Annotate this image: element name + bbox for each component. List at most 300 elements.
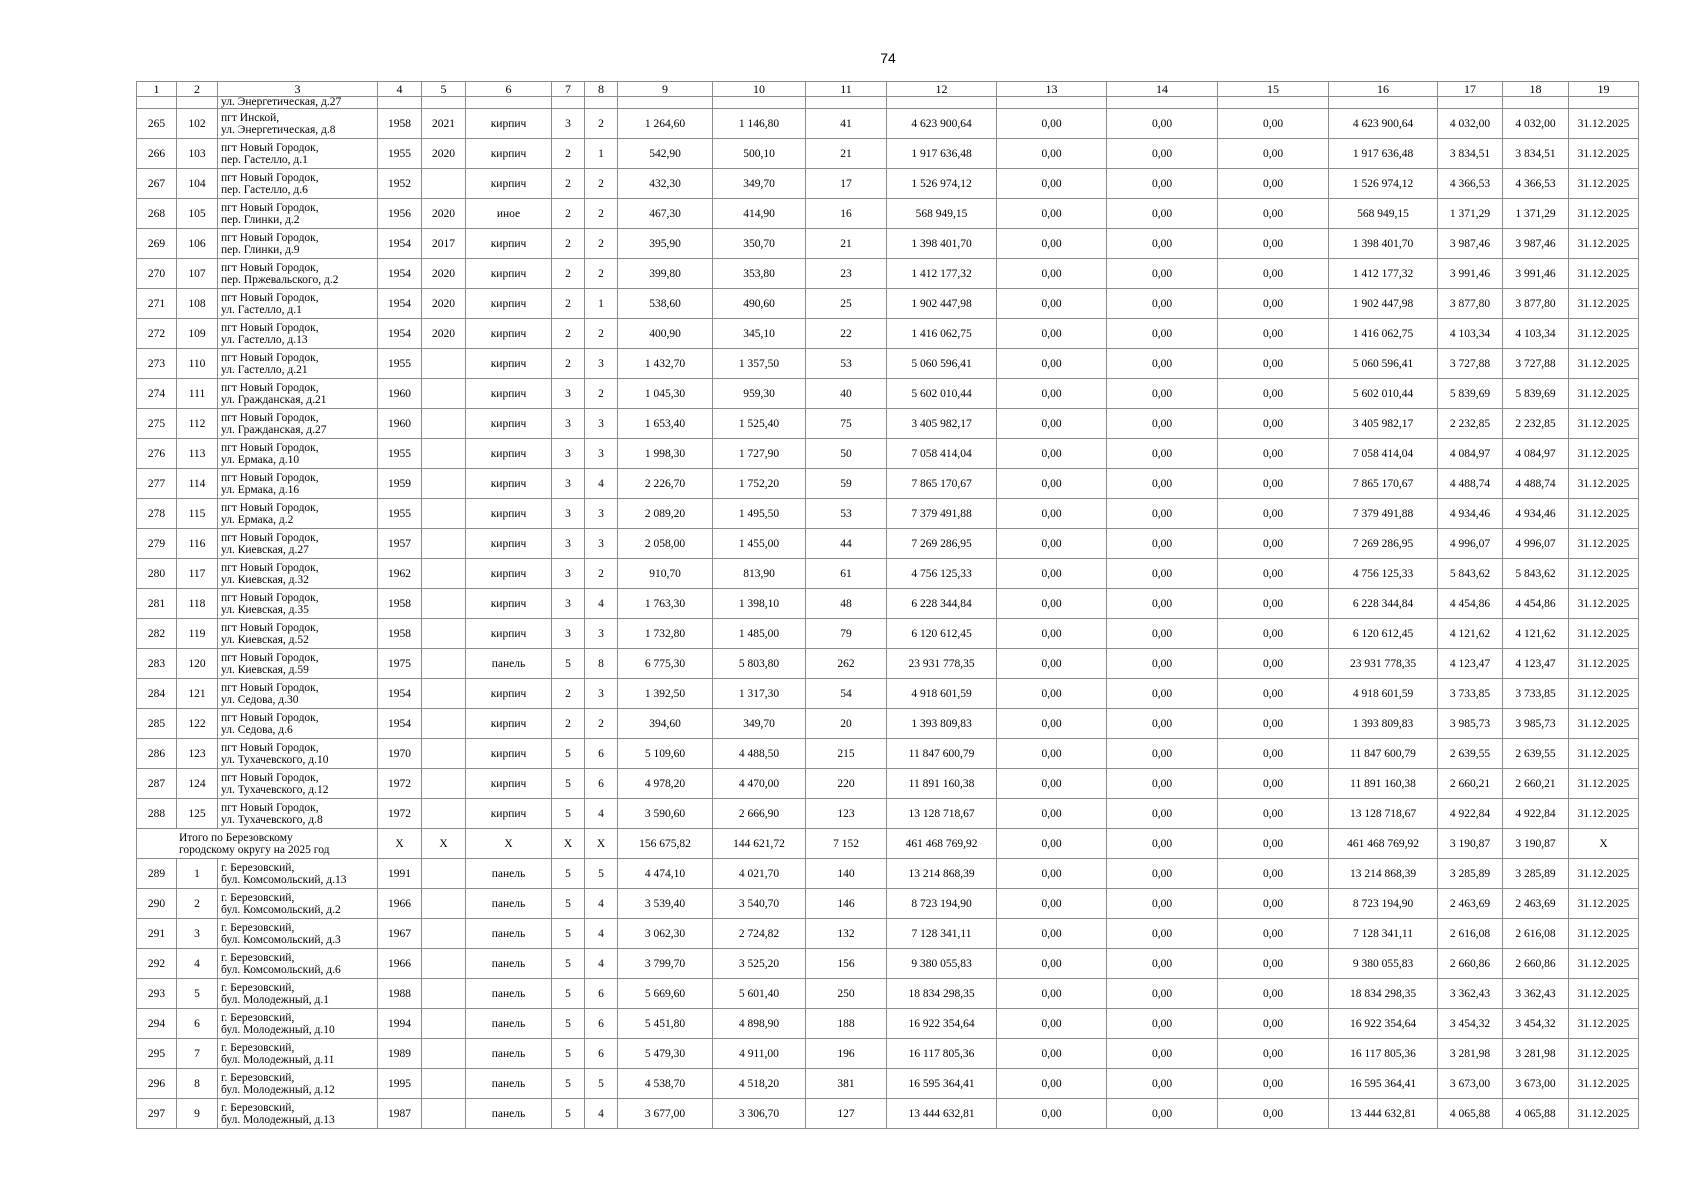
cell-col-16: 5 602 010,44 [1329,379,1438,409]
cell-local-number: 9 [177,1099,218,1129]
cell-total-cost: 16 117 805,36 [887,1039,997,1069]
cell-local-number: 109 [177,319,218,349]
cell-col-16: 16 595 364,41 [1329,1069,1438,1099]
cell-col-13: 0,00 [997,589,1107,619]
cell-col-17: 4 488,74 [1438,469,1503,499]
cell-entrances: 2 [585,379,618,409]
cell-col-17: 4 922,84 [1438,799,1503,829]
column-number-row [137,82,1639,97]
subtotal-year-renovated: X [422,829,466,859]
cell-residents: 20 [806,709,887,739]
table-row [137,949,1639,979]
cell-residents: 48 [806,589,887,619]
cell-col-17: 2 639,55 [1438,739,1503,769]
cell-residents: 54 [806,679,887,709]
cell-col-17: 3 281,98 [1438,1039,1503,1069]
cell-entrances: 6 [585,1039,618,1069]
cell-row-number: 289 [137,859,177,889]
cell-col-13: 0,00 [997,799,1107,829]
cell-deadline: 31.12.2025 [1569,889,1639,919]
cell-entrances: 4 [585,949,618,979]
cell-col-16: 16 922 354,64 [1329,1009,1438,1039]
cell-address [218,1039,378,1069]
cell-col-14: 0,00 [1107,559,1218,589]
cell-deadline: 31.12.2025 [1569,259,1639,289]
column-number-18: 18 [1503,82,1569,97]
cell-floors: 5 [552,1069,585,1099]
cell-wall-material: кирпич [466,229,552,259]
cell-floors: 5 [552,859,585,889]
cell-row-number: 290 [137,889,177,919]
cell-year-built: 1957 [378,529,422,559]
cell-col-18: 1 371,29 [1503,199,1569,229]
cell-floors: 5 [552,949,585,979]
subtotal-col-13: 0,00 [997,829,1107,859]
cell-row-number: 278 [137,499,177,529]
cell-floors: 2 [552,259,585,289]
table-row [137,709,1639,739]
cell-local-number: 110 [177,349,218,379]
cell-col-16: 1 526 974,12 [1329,169,1438,199]
cell-residents: 127 [806,1099,887,1129]
cell-total-cost: 7 058 414,04 [887,439,997,469]
cell-wall-material: кирпич [466,769,552,799]
cell-address [218,949,378,979]
register-table-body [137,82,1639,1129]
address-line-1: пгт Новый Городок, [221,711,319,724]
cell-row-number: 286 [137,739,177,769]
cell-col-14: 0,00 [1107,1009,1218,1039]
cell-col-13: 0,00 [997,529,1107,559]
cell-wall-material: панель [466,979,552,1009]
cell-residents: 21 [806,139,887,169]
cell-col-16: 7 128 341,11 [1329,919,1438,949]
cell-col-13: 0,00 [997,199,1107,229]
cell-row-number: 291 [137,919,177,949]
cell-floors: 2 [552,169,585,199]
cell-residents: 16 [806,199,887,229]
cell-entrances: 6 [585,739,618,769]
cell-row-number: 284 [137,679,177,709]
cell-col-17: 4 065,88 [1438,1099,1503,1129]
cell-local-number: 118 [177,589,218,619]
cell-wall-material: кирпич [466,559,552,589]
cell-residents: 50 [806,439,887,469]
cell-col-14: 0,00 [1107,439,1218,469]
cell-col-16: 7 269 286,95 [1329,529,1438,559]
cell-col-18: 3 991,46 [1503,259,1569,289]
cell-total-cost: 23 931 778,35 [887,649,997,679]
cell-year-built: 1955 [378,499,422,529]
address-line-2: бул. Комсомольский, д.2 [221,903,341,916]
cell-local-number: 125 [177,799,218,829]
address-line-1: пгт Новый Городок, [221,261,319,274]
cell-year-renovated [422,709,466,739]
cell-residents: 132 [806,919,887,949]
cell-col-15: 0,00 [1218,1039,1329,1069]
cell-col-14: 0,00 [1107,1099,1218,1129]
column-number-7: 7 [552,82,585,97]
cell-total-cost: 13 128 718,67 [887,799,997,829]
cell-col-18: 3 877,80 [1503,289,1569,319]
cell-col-13: 0,00 [997,1099,1107,1129]
cell-wall-material: кирпич [466,619,552,649]
cell-col-14: 0,00 [1107,1069,1218,1099]
address-line-2: бул. Молодежный, д.13 [221,1113,335,1126]
subtotal-col-14: 0,00 [1107,829,1218,859]
cell-wall-material: кирпич [466,409,552,439]
address-line-2: бул. Молодежный, д.11 [221,1053,335,1066]
cell-total-area: 5 479,30 [618,1039,713,1069]
cell-col-15: 0,00 [1218,109,1329,139]
cell-col-18: 2 639,55 [1503,739,1569,769]
cell-col-15: 0,00 [1218,529,1329,559]
cell-wall-material: кирпич [466,349,552,379]
cell-floors: 2 [552,349,585,379]
address-line-2: пер. Гастелло, д.6 [221,183,308,196]
cell-total-cost: 5 602 010,44 [887,379,997,409]
cell-entrances: 5 [585,859,618,889]
cell-year-built: 1972 [378,799,422,829]
cell-col-15: 0,00 [1218,229,1329,259]
cell-entrances: 2 [585,109,618,139]
address-line-2: ул. Тухачевского, д.12 [221,783,329,796]
cell-total-cost: 1 526 974,12 [887,169,997,199]
cell-year-renovated [422,739,466,769]
cell-year-renovated [422,1039,466,1069]
address-line-1: г. Березовский, [221,1041,295,1054]
table-row [137,1009,1639,1039]
cell-deadline: 31.12.2025 [1569,649,1639,679]
address-line-2: ул. Гражданская, д.21 [221,393,327,406]
cell-deadline: 31.12.2025 [1569,859,1639,889]
cell-col-18: 2 660,86 [1503,949,1569,979]
cell-wall-material: панель [466,1039,552,1069]
cell-col-13: 0,00 [997,769,1107,799]
cell-col-13: 0,00 [997,1009,1107,1039]
cell-year-built: 1995 [378,1069,422,1099]
cell-floors: 5 [552,919,585,949]
cell-residents: 21 [806,229,887,259]
cell-deadline: 31.12.2025 [1569,319,1639,349]
cell-total-area: 3 590,60 [618,799,713,829]
subtotal-floors: X [552,829,585,859]
cell-col-14: 0,00 [1107,739,1218,769]
cell-year-renovated [422,559,466,589]
address-line-2: ул. Киевская, д.59 [221,663,309,676]
register-table [136,81,1639,1129]
address-line-2: ул. Седова, д.30 [221,693,299,706]
cell-deadline: 31.12.2025 [1569,499,1639,529]
cell-row-number: 270 [137,259,177,289]
cell-local-number: 108 [177,289,218,319]
cell-col-17: 3 987,46 [1438,229,1503,259]
cell-col-16: 1 902 447,98 [1329,289,1438,319]
cell-total-cost: 4 623 900,64 [887,109,997,139]
address-line-1: пгт Инской, [221,111,280,124]
cell-floors: 3 [552,529,585,559]
address-line-1: пгт Новый Городок, [221,381,319,394]
cell-total-area: 542,90 [618,139,713,169]
cell-wall-material: кирпич [466,169,552,199]
cell-address [218,199,378,229]
address-line-1: пгт Новый Городок, [221,471,319,484]
cell-col-16: 11 891 160,38 [1329,769,1438,799]
cell-address [218,499,378,529]
cell-col-16: 5 060 596,41 [1329,349,1438,379]
cell-living-area: 3 306,70 [713,1099,806,1129]
cell-entrances: 3 [585,349,618,379]
cell-total-area: 1 264,60 [618,109,713,139]
address-line-2: бул. Молодежный, д.10 [221,1023,335,1036]
cell-year-renovated [422,1099,466,1129]
cell-residents: 53 [806,349,887,379]
cell-col-17: 3 877,80 [1438,289,1503,319]
cell-col-17: 3 673,00 [1438,1069,1503,1099]
column-number-4: 4 [378,82,422,97]
cell-col-16: 4 623 900,64 [1329,109,1438,139]
cell-col-17: 2 232,85 [1438,409,1503,439]
cell-col-13: 0,00 [997,949,1107,979]
cell-address [218,919,378,949]
table-row [137,559,1639,589]
cell-deadline: 31.12.2025 [1569,169,1639,199]
cell-col-13: 0,00 [997,409,1107,439]
cell-deadline: 31.12.2025 [1569,229,1639,259]
column-number-5: 5 [422,82,466,97]
cell-residents: 123 [806,799,887,829]
cell-total-cost: 9 380 055,83 [887,949,997,979]
cell-local-number: 105 [177,199,218,229]
address-line-1: пгт Новый Городок, [221,801,319,814]
cell-year-built: 1954 [378,259,422,289]
cell-local-number: 122 [177,709,218,739]
cell-living-area: 4 911,00 [713,1039,806,1069]
cell-col-14: 0,00 [1107,679,1218,709]
cell-col-14: 0,00 [1107,229,1218,259]
subtotal-col-16: 461 468 769,92 [1329,829,1438,859]
cell-deadline: 31.12.2025 [1569,1039,1639,1069]
address-line-2: бул. Молодежный, д.1 [221,993,330,1006]
table-row [137,1099,1639,1129]
address-line-2: ул. Тухачевского, д.8 [221,813,323,826]
cell-address [218,859,378,889]
cell-col-14: 0,00 [1107,349,1218,379]
cell-address [218,619,378,649]
cell-row-number: 287 [137,769,177,799]
cell-living-area: 1 485,00 [713,619,806,649]
cell-total-area: 1 432,70 [618,349,713,379]
address-line-1: пгт Новый Городок, [221,351,319,364]
cell-col-17: 4 123,47 [1438,649,1503,679]
subtotal-total-cost: 461 468 769,92 [887,829,997,859]
cell-col-17: 4 934,46 [1438,499,1503,529]
cell-col-15: 0,00 [1218,979,1329,1009]
cell-col-16: 4 756 125,33 [1329,559,1438,589]
cell-entrances: 2 [585,709,618,739]
cell-total-cost: 1 398 401,70 [887,229,997,259]
cell-col-17: 5 839,69 [1438,379,1503,409]
cell-col-16: 13 444 632,81 [1329,1099,1438,1129]
address-line-1: пгт Новый Городок, [221,201,319,214]
cell-col-17: 4 454,86 [1438,589,1503,619]
cell-total-area: 2 226,70 [618,469,713,499]
cell-entrances: 3 [585,679,618,709]
cell-floors: 3 [552,469,585,499]
cell-total-cost: 6 120 612,45 [887,619,997,649]
address-line-2: ул. Киевская, д.32 [221,573,309,586]
cell-local-number: 103 [177,139,218,169]
cell-col-13: 0,00 [997,859,1107,889]
cell-entrances: 3 [585,439,618,469]
cell-col-18: 3 454,32 [1503,1009,1569,1039]
cell-residents: 140 [806,859,887,889]
cell-row-number: 292 [137,949,177,979]
cell-residents: 146 [806,889,887,919]
cell-address [218,1069,378,1099]
cell-col-14: 0,00 [1107,109,1218,139]
address-line-2: бул. Молодежный, д.12 [221,1083,335,1096]
cell-col-15: 0,00 [1218,349,1329,379]
cell-total-area: 400,90 [618,319,713,349]
cell-col-14: 0,00 [1107,919,1218,949]
cell-col-17: 3 727,88 [1438,349,1503,379]
cell-year-renovated: 2020 [422,139,466,169]
cell-wall-material: иное [466,199,552,229]
cell-address [218,1009,378,1039]
cell-floors: 3 [552,559,585,589]
cell-address [218,769,378,799]
cell-year-built: 1954 [378,289,422,319]
column-number-14: 14 [1107,82,1218,97]
cell-living-area: 1 357,50 [713,349,806,379]
cell-col-18: 3 733,85 [1503,679,1569,709]
cell-total-area: 3 677,00 [618,1099,713,1129]
cell-floors: 2 [552,319,585,349]
cell-entrances: 2 [585,319,618,349]
cell-floors: 5 [552,1099,585,1129]
cell-total-cost: 5 060 596,41 [887,349,997,379]
cell-row-number: 269 [137,229,177,259]
column-number-6: 6 [466,82,552,97]
cell-col-16: 23 931 778,35 [1329,649,1438,679]
cell-living-area: 349,70 [713,709,806,739]
cell-total-area: 538,60 [618,289,713,319]
cell-entrances: 3 [585,409,618,439]
cell-col-14: 0,00 [1107,139,1218,169]
address-line-1: пгт Новый Городок, [221,441,319,454]
cell-col-15: 0,00 [1218,469,1329,499]
cell-living-area: 4 898,90 [713,1009,806,1039]
cell-col-14: 0,00 [1107,619,1218,649]
cell-row-number: 288 [137,799,177,829]
cell-total-cost: 3 405 982,17 [887,409,997,439]
cell-row-number: 268 [137,199,177,229]
table-row [137,769,1639,799]
cell-row-number: 280 [137,559,177,589]
cell-col-17: 3 733,85 [1438,679,1503,709]
cell-col-18: 4 032,00 [1503,109,1569,139]
cell-total-cost: 13 444 632,81 [887,1099,997,1129]
cell-row-number: 265 [137,109,177,139]
cell-col-15: 0,00 [1218,589,1329,619]
cell-residents: 44 [806,529,887,559]
cell-living-area: 959,30 [713,379,806,409]
cell-year-renovated [422,589,466,619]
cell-col-16: 1 917 636,48 [1329,139,1438,169]
cell-entrances: 4 [585,889,618,919]
cell-col-15: 0,00 [1218,319,1329,349]
cell-entrances: 4 [585,589,618,619]
cell-residents: 196 [806,1039,887,1069]
table-row [137,1069,1639,1099]
cell-row-number: 266 [137,139,177,169]
cell-deadline: 31.12.2025 [1569,949,1639,979]
cell-floors: 2 [552,709,585,739]
cell-row-number: 282 [137,619,177,649]
cell-wall-material: панель [466,1069,552,1099]
cell-address [218,679,378,709]
cell-floors: 5 [552,1009,585,1039]
cell-year-built: 1988 [378,979,422,1009]
cell-col-13: 0,00 [997,619,1107,649]
cell-deadline: 31.12.2025 [1569,1099,1639,1129]
cell-floors: 5 [552,889,585,919]
cell-row-number: 297 [137,1099,177,1129]
cell-col-15: 0,00 [1218,1099,1329,1129]
cell-row-number: 285 [137,709,177,739]
table-row [137,979,1639,1009]
cell-deadline: 31.12.2025 [1569,679,1639,709]
table-row [137,499,1639,529]
address-line-1: пгт Новый Городок, [221,531,319,544]
cell-year-renovated [422,889,466,919]
cell-col-15: 0,00 [1218,1069,1329,1099]
subtotal-col-18: 3 190,87 [1503,829,1569,859]
cell-col-18: 4 488,74 [1503,469,1569,499]
cell-address [218,979,378,1009]
cell-total-area: 1 045,30 [618,379,713,409]
address-line-1: пгт Новый Городок, [221,411,319,424]
cell-living-area: 3 540,70 [713,889,806,919]
cell-row-number: 281 [137,589,177,619]
cell-total-area: 1 763,30 [618,589,713,619]
cell-total-area: 1 732,80 [618,619,713,649]
cell-wall-material: кирпич [466,709,552,739]
address-line-1: г. Березовский, [221,981,295,994]
cell-living-area: 4 518,20 [713,1069,806,1099]
cell-year-built: 1975 [378,649,422,679]
cell-col-15: 0,00 [1218,409,1329,439]
cell-address [218,649,378,679]
cell-year-renovated [422,409,466,439]
cell-col-17: 4 032,00 [1438,109,1503,139]
cell-col-18: 4 454,86 [1503,589,1569,619]
cell-wall-material: панель [466,649,552,679]
cell-total-cost: 6 228 344,84 [887,589,997,619]
cell-address [218,889,378,919]
subtotal-year-built: X [378,829,422,859]
cell-residents: 41 [806,109,887,139]
table-row [137,469,1639,499]
column-number-15: 15 [1218,82,1329,97]
cell-local-number: 1 [177,859,218,889]
cell-total-area: 1 998,30 [618,439,713,469]
cell-col-17: 3 991,46 [1438,259,1503,289]
table-row [137,679,1639,709]
cell-col-13: 0,00 [997,739,1107,769]
cell-floors: 5 [552,799,585,829]
